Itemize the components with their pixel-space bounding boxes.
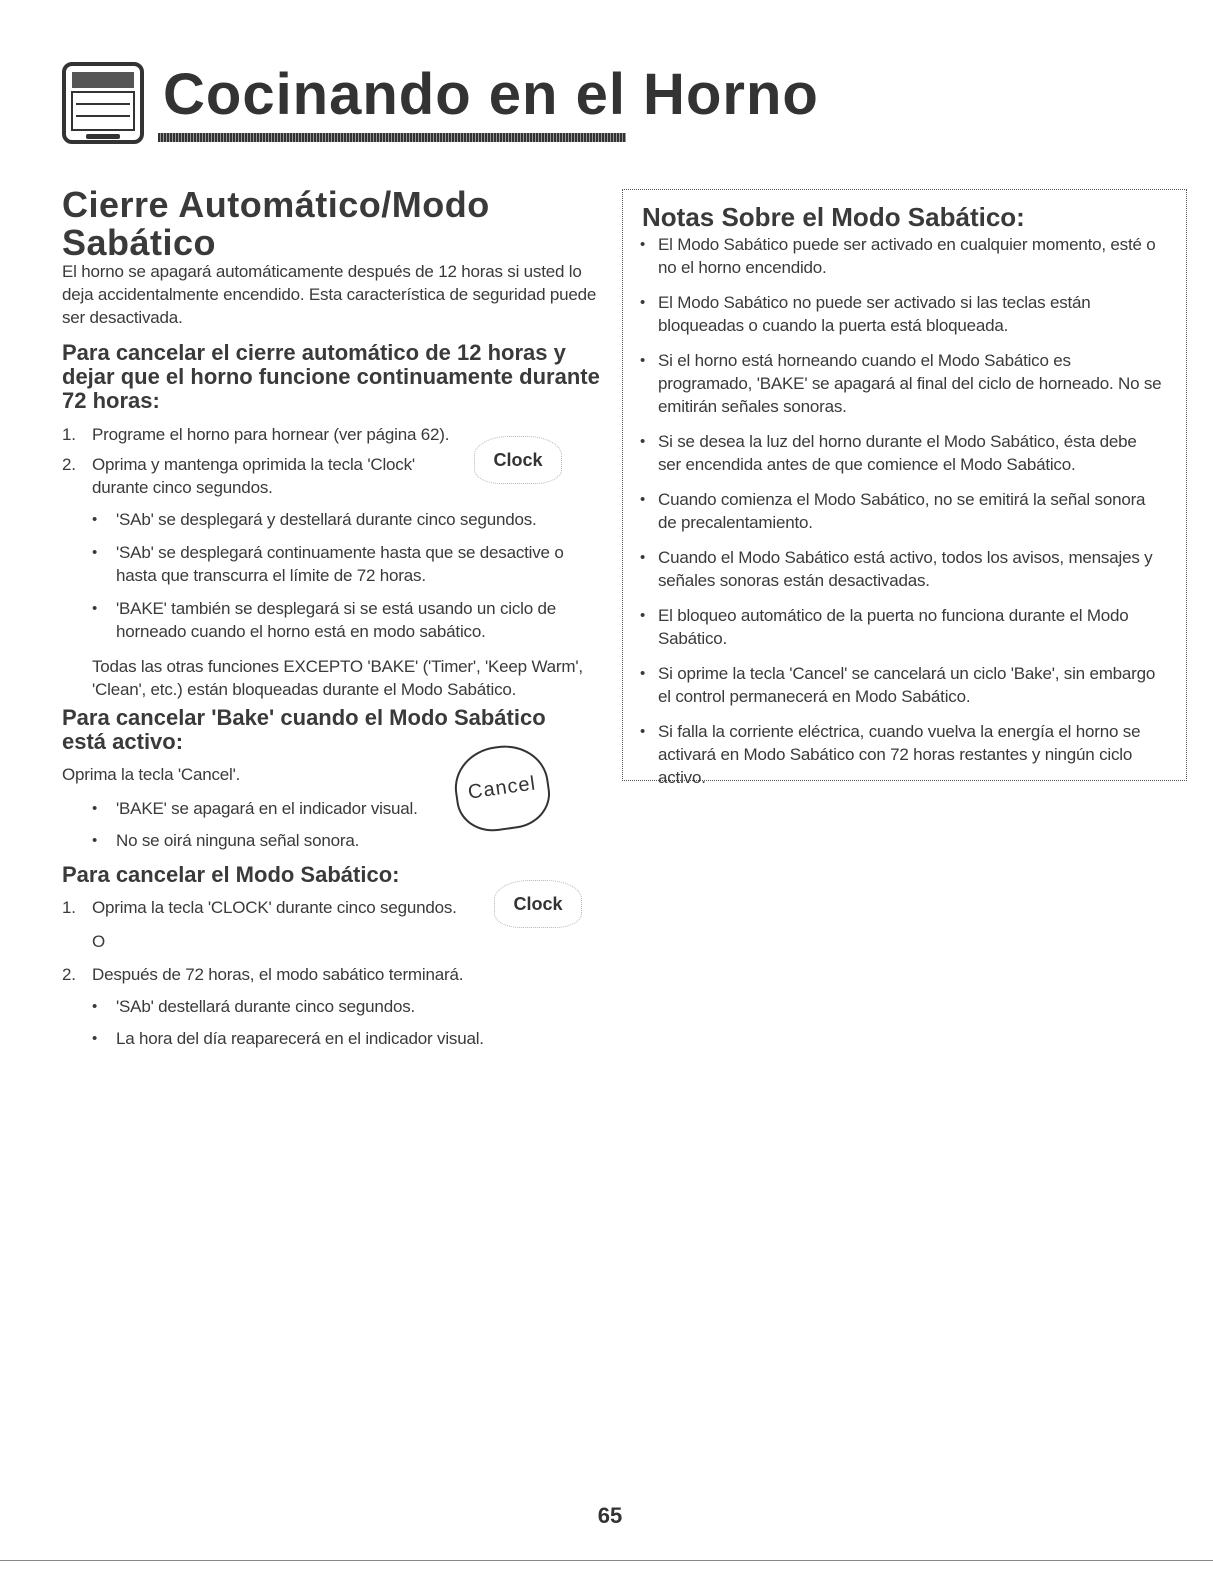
section3-heading: Para cancelar el Modo Sabático:: [62, 862, 400, 887]
footer-rule: [0, 1560, 1213, 1561]
list-item: • 'BAKE' se apagará en el indicador visual.: [92, 797, 452, 820]
section3-step2: 2. Después de 72 horas, el modo sabático terminará.: [62, 965, 464, 984]
list-item: • Si oprime la tecla 'Cancel' se cancelará un ciclo 'Bake', sin embargo el control permanecerá en Modo Sabático.: [640, 662, 1162, 708]
list-item: • El Modo Sabático no puede ser activado si las teclas están bloqueadas o cuando la puerta está bloqueada.: [640, 291, 1162, 337]
list-item: • 'SAb' destellará durante cinco segundos.: [92, 995, 602, 1018]
list-item: • 'BAKE' también se desplegará si se está usando un ciclo de horneado cuando el horno está en modo sabático.: [92, 597, 602, 643]
list-item: • Cuando el Modo Sabático está activo, todos los avisos, mensajes y señales sonoras están desactivadas.: [640, 546, 1162, 592]
header-title: Cocinando en el Horno: [163, 62, 819, 127]
section2-heading: Para cancelar 'Bake' cuando el Modo Sabático está activo:: [62, 705, 546, 754]
section2-instruction: Oprima la tecla 'Cancel'.: [62, 765, 241, 784]
list-item: • Si falla la corriente eléctrica, cuando vuelva la energía el horno se activará en Modo Sabático con 72 horas restantes y ningún ciclo activo.: [640, 720, 1162, 789]
or-separator: O: [92, 932, 106, 951]
list-item: • Cuando comienza el Modo Sabático, no se emitirá la señal sonora de precalentamiento.: [640, 488, 1162, 534]
cancel-key: Cancel: [450, 740, 555, 836]
section1-step1: 1. Programe el horno para hornear (ver página 62).: [62, 425, 450, 444]
list-item: • La hora del día reaparecerá en el indicador visual.: [92, 1027, 602, 1050]
section3-bullets: [92, 995, 602, 1050]
clock-key: Clock: [474, 436, 562, 484]
page-number: 65: [597, 1503, 623, 1528]
notes-title: Notas Sobre el Modo Sabático:: [642, 202, 1025, 232]
notes-list: [640, 233, 1162, 801]
section2-bullets: [92, 797, 452, 852]
section1-note: Todas las otras funciones EXCEPTO 'BAKE' ('Timer', 'Keep Warm', 'Clean', etc.) están bloqueadas durante el Modo Sabático.: [92, 657, 583, 699]
list-item: • El Modo Sabático puede ser activado en cualquier momento, esté o no el horno encendido.: [640, 233, 1162, 279]
section1-bullets: [92, 508, 602, 643]
oven-icon: [58, 60, 148, 150]
section3-step1: 1. Oprima la tecla 'CLOCK' durante cinco segundos.: [62, 898, 457, 917]
section1-heading: Para cancelar el cierre automático de 12 horas y dejar que el horno funcione continuamente durante 72 horas:: [62, 340, 600, 413]
list-item: • Si el horno está horneando cuando el Modo Sabático es programado, 'BAKE' se apagará al final del ciclo de horneado. No se emitirán señales sonoras.: [640, 349, 1162, 418]
intro-paragraph: El horno se apagará automáticamente después de 12 horas si usted lo deja accidentalmente encendido. Esta característica de seguridad puede ser desactivada.: [62, 262, 597, 327]
list-item: • 'SAb' se desplegará y destellará durante cinco segundos.: [92, 508, 602, 531]
list-item: • Si se desea la luz del horno durante el Modo Sabático, ésta debe ser encendida antes de que comience el Modo Sabático.: [640, 430, 1162, 476]
list-item: • El bloqueo automático de la puerta no funciona durante el Modo Sabático.: [640, 604, 1162, 650]
list-item: • No se oirá ninguna señal sonora.: [92, 829, 452, 852]
header-rule: [158, 133, 626, 142]
list-item: • 'SAb' se desplegará continuamente hasta que se desactive o hasta que transcurra el límite de 72 horas.: [92, 541, 602, 587]
clock-key-2: Clock: [494, 880, 582, 928]
section1-step2: 2. Oprima y mantenga oprimida la tecla 'Clock' durante cinco segundos.: [62, 455, 415, 497]
page-title: Cierre Automático/Modo Sabático: [62, 184, 490, 263]
